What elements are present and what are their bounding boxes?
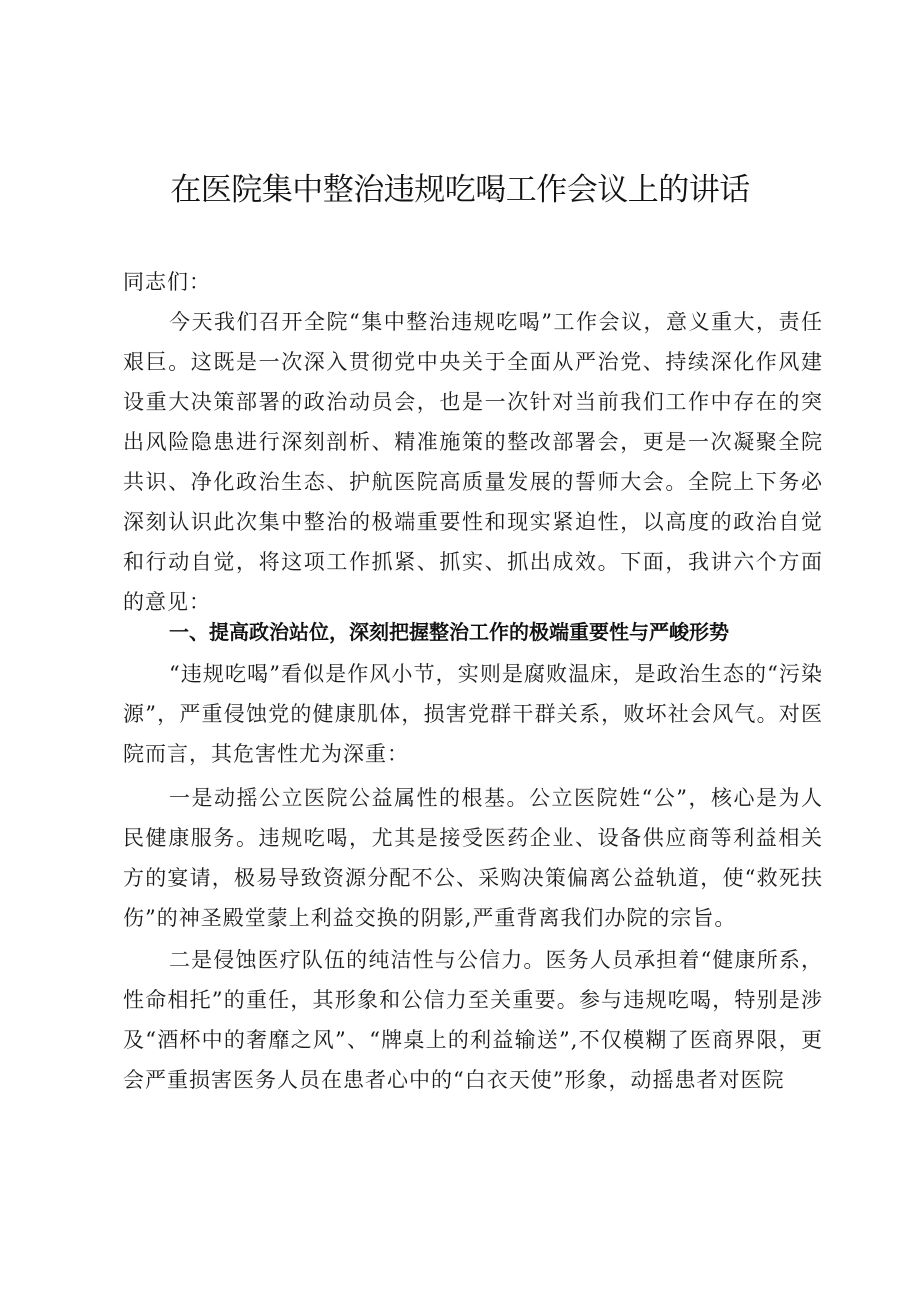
section1-intro-paragraph: “违规吃喝”看似是作风小节，实则是腐败温床，是政治生态的“污染源”，严重侵蚀党的健康肌体，损害党群干群关系，败坏社会风气。对医院而言，其危害性尤为深重： xyxy=(123,662,823,766)
salutation: 同志们： xyxy=(123,270,211,294)
point-1-paragraph: 一是动摇公立医院公益属性的根基。公立医院姓“公”，核心是为人民健康服务。违规吃喝，尤其是接受医药企业、设备供应商等利益相关方的宴请，极易导致资源分配不公、采购决策偏离公益轨道，使“救死扶伤”的神圣殿堂蒙上利益交换的阴影,严重背离我们办院的宗旨。 xyxy=(123,786,823,930)
intro-paragraph: 今天我们召开全院“集中整治违规吃喝”工作会议，意义重大，责任艰巨。这既是一次深入贯彻党中央关于全面从严治党、持续深化作风建设重大决策部署的政治动员会，也是一次针对当前我们工作中存在的突出风险隐患进行深刻剖析、精准施策的整改部署会，更是一次凝聚全院共识、净化政治生态、护航医院高质量发展的誓师大会。全院上下务必深刻认识此次集中整治的极端重要性和现实紧迫性，以高度的政治自觉和行动自觉，将这项工作抓紧、抓实、抓出成效。下面，我讲六个方面的意见： xyxy=(123,310,823,614)
document-title: 在医院集中整治违规吃喝工作会议上的讲话 xyxy=(170,172,750,208)
section-heading-1: 一、提高政治站位，深刻把握整治工作的极端重要性与严峻形势 xyxy=(169,620,729,644)
point-2-paragraph: 二是侵蚀医疗队伍的纯洁性与公信力。医务人员承担着“健康所系，性命相托”的重任，其形象和公信力至关重要。参与违规吃喝，特别是涉及“酒杯中的奢靡之风”、“牌桌上的利益输送”,不仅模糊了医商界限，更会严重损害医务人员在患者心中的“白衣天使”形象，动摇患者对医院 xyxy=(123,948,823,1092)
